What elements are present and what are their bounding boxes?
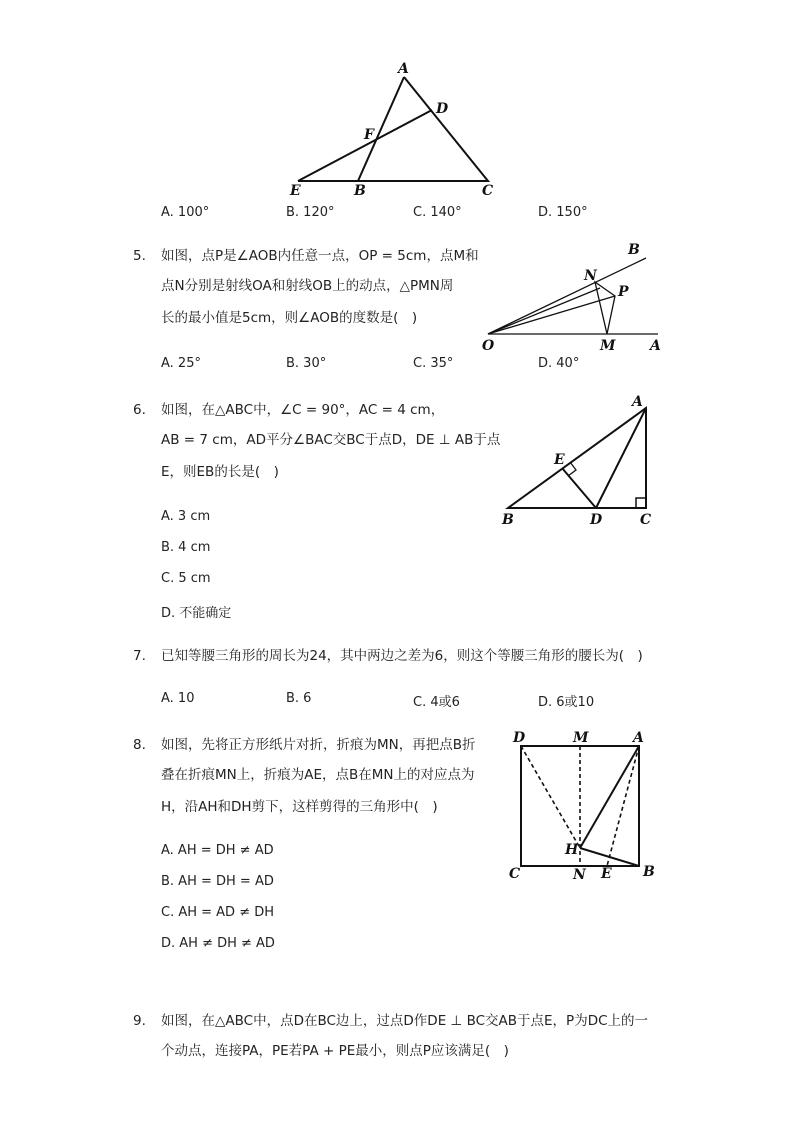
q7-option-a[interactable]: A. 10 [161,691,195,706]
q6-line-3: E，则EB的长是( ) [161,464,279,480]
q6-option-b[interactable]: B. 4 cm [161,540,211,555]
q6-option-c[interactable]: C. 5 cm [161,571,211,586]
q6-figure [498,392,668,532]
q8-option-b[interactable]: B. AH = DH = AD [161,874,274,889]
q8-label-B: B [643,864,655,880]
fig4-label-B: B [354,183,366,199]
q6-label-B: B [502,512,514,528]
q4-option-d[interactable]: D. 150° [538,205,588,220]
q6-label-E: E [554,452,565,468]
q5-label-M: M [600,338,616,354]
fig4-label-E: E [290,183,301,199]
q5-label-N: N [584,268,597,284]
q5-label-O: O [482,338,495,354]
q8-option-d[interactable]: D. AH ≠ DH ≠ AD [161,936,275,951]
q4-option-a[interactable]: A. 100° [161,205,210,220]
q7-option-c[interactable]: C. 4或6 [413,695,460,710]
q6-option-a[interactable]: A. 3 cm [161,509,211,524]
q4-figure [280,55,510,200]
q7-stem: 已知等腰三角形的周长为24，其中两边之差为6，则这个等腰三角形的腰长为( ) [161,648,643,664]
q6-label-A: A [632,394,643,410]
q9-line-2: 个动点，连接PA，PE若PA + PE最小，则点P应该满足( ) [161,1043,509,1059]
q9-number: 9. [133,1013,146,1029]
q5-label-A: A [650,338,661,354]
q7-option-b[interactable]: B. 6 [286,691,312,706]
fig4-label-C: C [482,183,494,199]
fig4-label-F: F [364,127,374,143]
fig4-label-D: D [436,101,449,117]
q8-line-2: 叠在折痕MN上，折痕为AE，点B在MN上的对应点为 [161,767,475,783]
q6-label-D: D [590,512,603,528]
q8-label-M: M [573,730,589,746]
q8-option-a[interactable]: A. AH = DH ≠ AD [161,843,274,858]
q5-option-a[interactable]: A. 25° [161,356,201,371]
q5-option-d[interactable]: D. 40° [538,356,580,371]
q8-line-1: 如图，先将正方形纸片对折，折痕为MN，再把点B折 [161,737,476,753]
q9-line-1: 如图，在△ABC中，点D在BC边上，过点D作DE ⊥ BC交AB于点E，P为DC上的一 [161,1013,649,1029]
q7-option-d[interactable]: D. 6或10 [538,695,595,710]
q5-line-3: 长的最小值是5cm，则∠AOB的度数是( ) [161,310,418,326]
q8-label-H: H [565,842,579,858]
q8-label-C: C [509,866,521,882]
q5-number: 5. [133,248,146,264]
q8-figure [505,726,665,886]
q7-number: 7. [133,648,146,664]
q8-label-E: E [601,866,612,882]
q8-option-c[interactable]: C. AH = AD ≠ DH [161,905,275,920]
q5-option-b[interactable]: B. 30° [286,356,327,371]
q6-option-d[interactable]: D. 不能确定 [161,606,232,621]
q4-option-c[interactable]: C. 140° [413,205,462,220]
q8-line-3: H，沿AH和DH剪下，这样剪得的三角形中( ) [161,799,438,815]
q5-line-2: 点N分别是射线OA和射线OB上的动点，△PMN周 [161,278,454,294]
q6-line-2: AB = 7 cm，AD平分∠BAC交BC于点D，DE ⊥ AB于点 [161,432,501,448]
q8-number: 8. [133,737,146,753]
q5-line-1: 如图，点P是∠AOB内任意一点，OP = 5cm，点M和 [161,248,479,264]
fig4-label-A: A [398,61,409,77]
q8-label-N: N [573,867,586,883]
q6-line-1: 如图，在△ABC中，∠C = 90°，AC = 4 cm， [161,402,445,418]
q6-number: 6. [133,402,146,418]
q5-label-B: B [628,242,640,258]
q8-label-A: A [633,730,644,746]
q8-label-D: D [513,730,526,746]
q6-label-C: C [640,512,652,528]
q4-option-b[interactable]: B. 120° [286,205,335,220]
q5-option-c[interactable]: C. 35° [413,356,454,371]
q5-figure [478,238,678,358]
q5-label-P: P [618,284,629,300]
